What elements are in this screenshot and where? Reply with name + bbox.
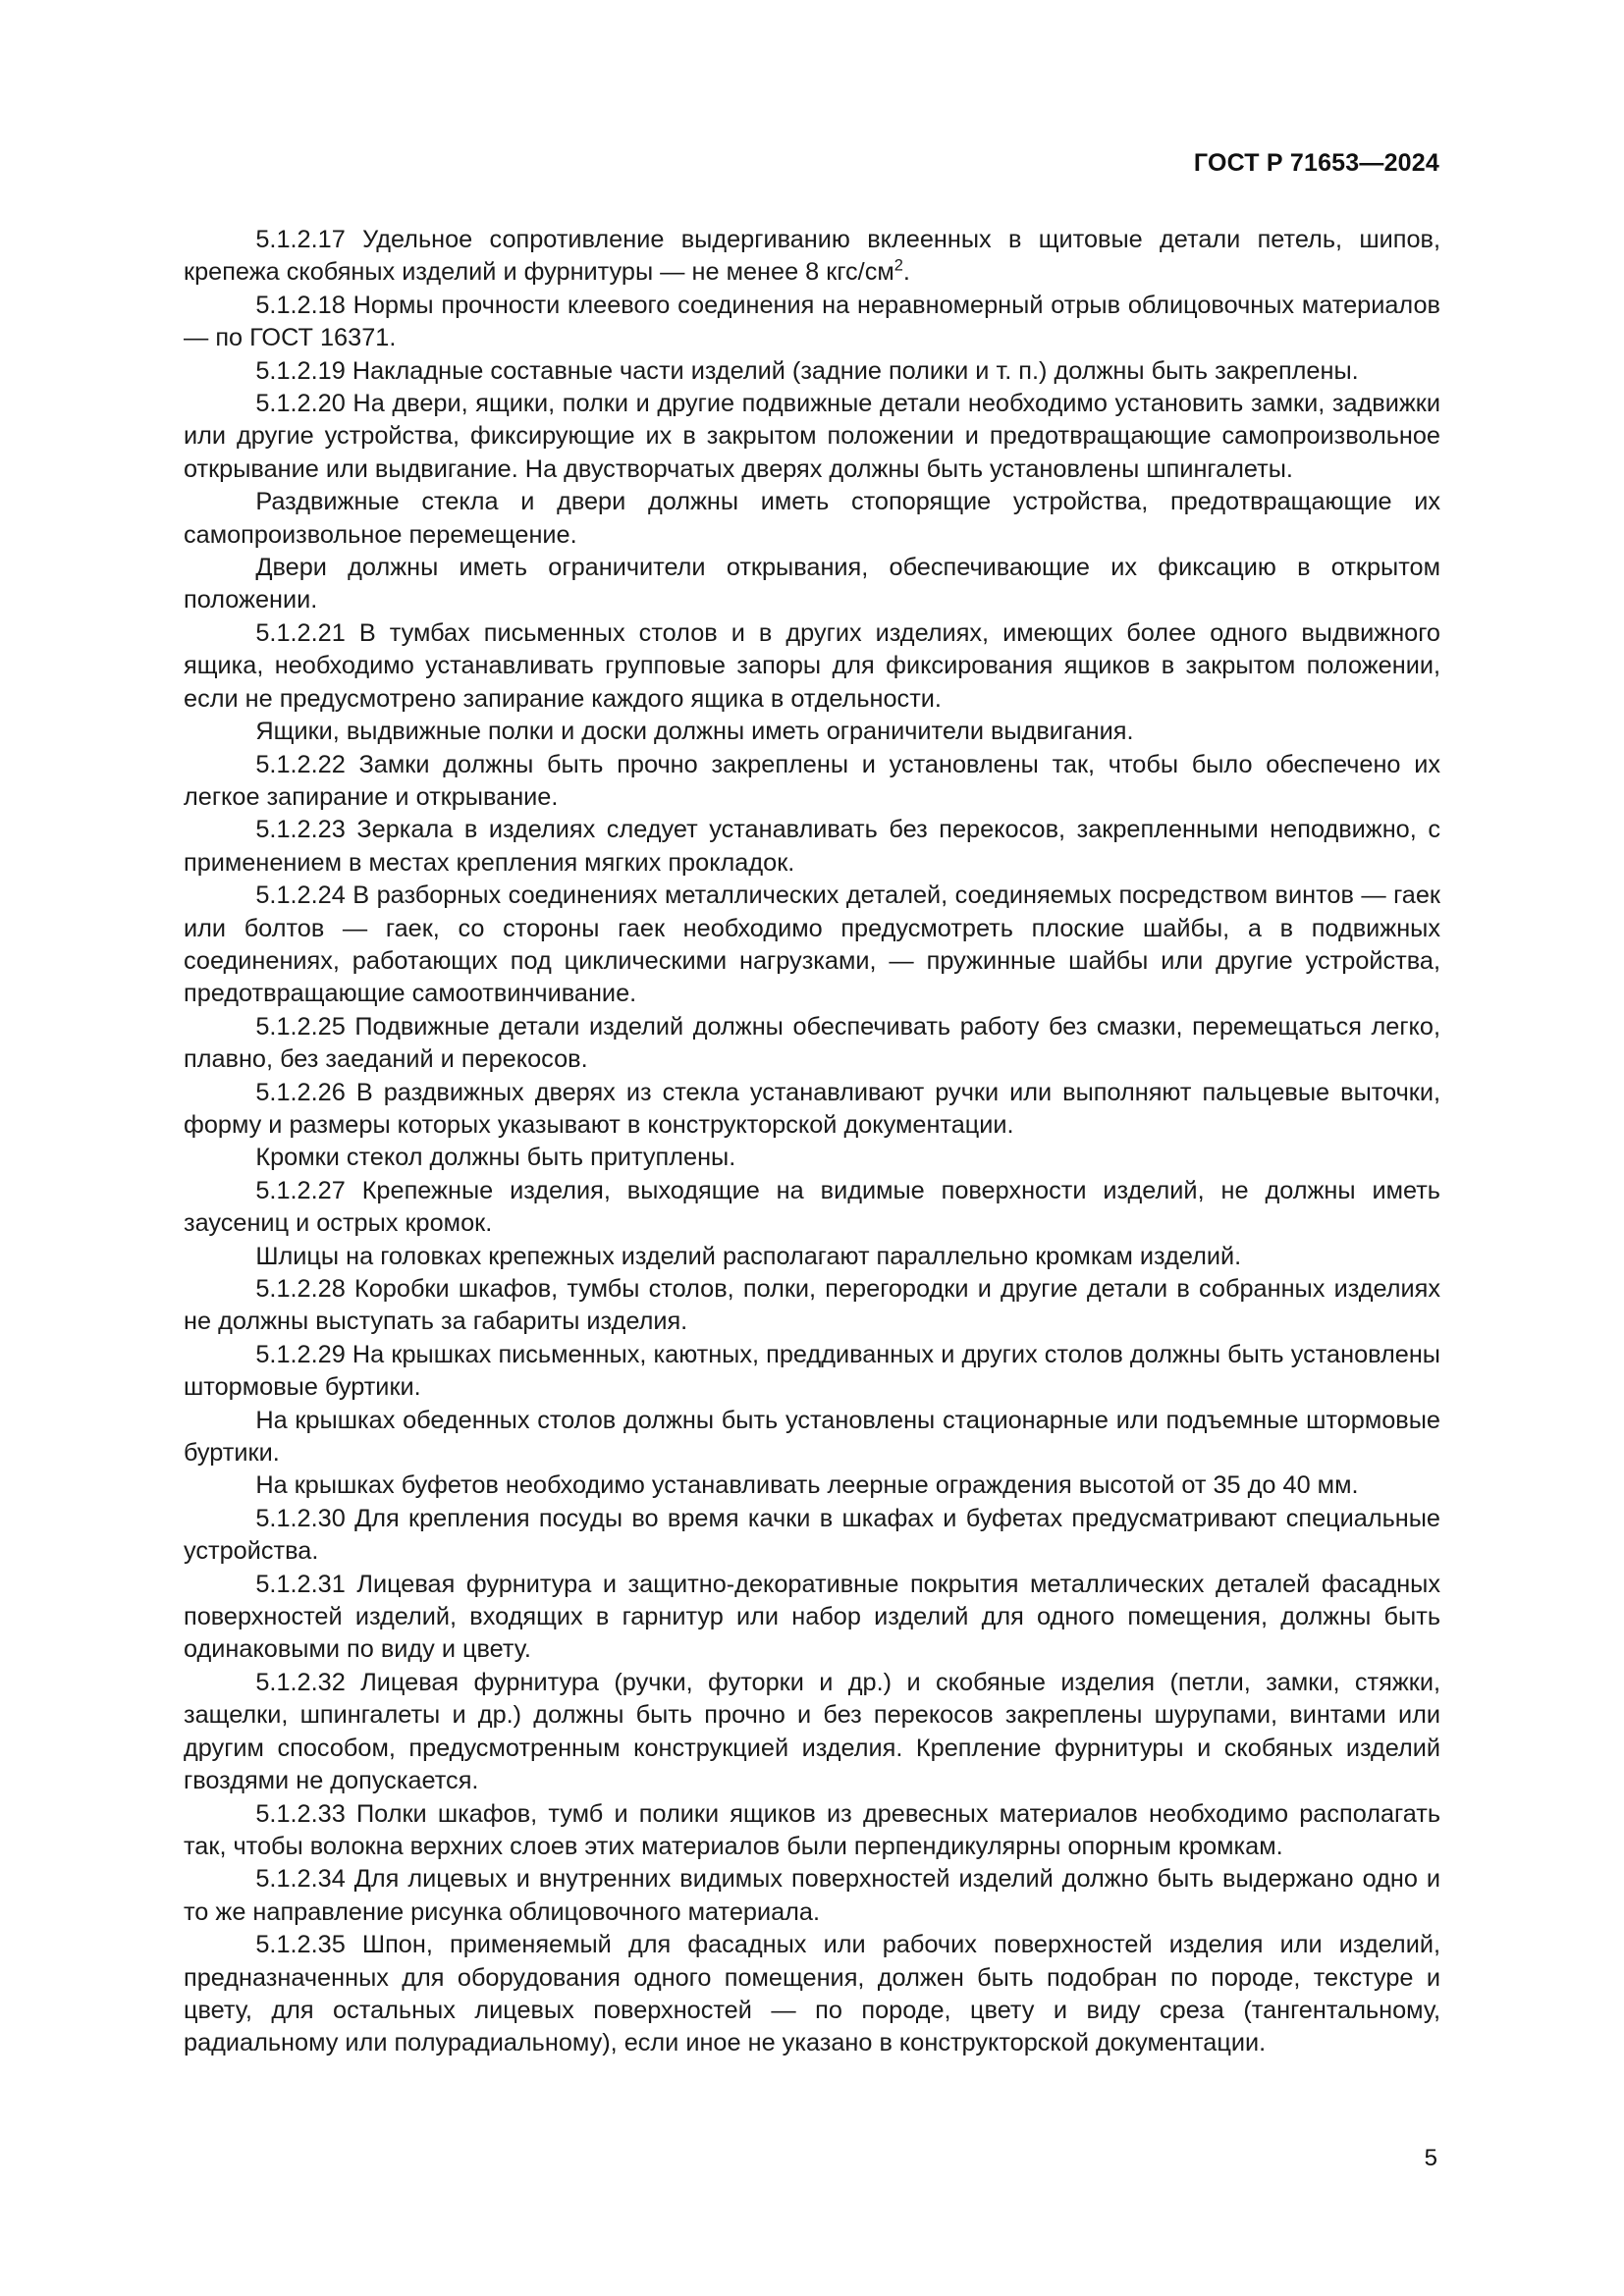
paragraph-5-1-2-24: 5.1.2.24 В разборных соединениях металлических деталей, соединяемых посредством винтов — гаек или болтов — гаек, со стороны гаек необходимо предусмотреть плоские шайбы, а в подвижных соединениях, работающих под циклическими нагрузками, — пружинные шайбы или другие устройства, предотвращающие самоотвинчивание.: [184, 881, 1440, 1008]
paragraph-text: 5.1.2.17 Удельное сопротивление выдергиванию вклеенных в щитовые детали петель, шипов, крепежа скобяных изделий и фурнитуры — не менее 8 кгс/см: [184, 226, 1440, 287]
paragraph-dining-tables: На крышках обеденных столов должны быть установлены стационарные или подъемные штормовые буртики.: [184, 1406, 1440, 1468]
paragraph-5-1-2-17: [184, 224, 1440, 290]
paragraph-5-1-2-26: 5.1.2.26 В раздвижных дверях из стекла устанавливают ручки или выполняют пальцевые выточки, форму и размеры которых указывают в конструкторской документации.: [184, 1078, 1440, 1139]
paragraph-5-1-2-18: 5.1.2.18 Нормы прочности клеевого соединения на неравномерный отрыв облицовочных материалов — по ГОСТ 16371.: [184, 291, 1440, 352]
paragraph-5-1-2-22: 5.1.2.22 Замки должны быть прочно закреплены и установлены так, чтобы было обеспечено их легкое запирание и открывание.: [184, 750, 1440, 811]
paragraph-5-1-2-19: 5.1.2.19 Накладные составные части изделий (задние полики и т. п.) должны быть закреплены.: [255, 356, 1359, 385]
paragraph-5-1-2-28: 5.1.2.28 Коробки шкафов, тумбы столов, полки, перегородки и другие детали в собранных изделиях не должны выступать за габариты изделия.: [184, 1275, 1440, 1336]
paragraph-buffets: На крышках буфетов необходимо устанавливать леерные ограждения высотой от 35 до 40 мм.: [255, 1471, 1359, 1500]
paragraph-5-1-2-20: 5.1.2.20 На двери, ящики, полки и другие подвижные детали необходимо установить замки, задвижки или другие устройства, фиксирующие их в закрытом положении и предотвращающие самопроизвольное открывание или выдвигание. На двустворчатых дверях должны быть установлены шпингалеты.: [184, 390, 1440, 483]
paragraph-5-1-2-25: 5.1.2.25 Подвижные детали изделий должны обеспечивать работу без смазки, перемещаться легко, плавно, без заеданий и перекосов.: [184, 1012, 1440, 1074]
document-header-id: ГОСТ Р 71653—2024: [1193, 149, 1439, 177]
paragraph-5-1-2-21: 5.1.2.21 В тумбах письменных столов и в других изделиях, имеющих более одного выдвижного ящика, необходимо устанавливать групповые запоры для фиксирования ящиков в закрытом положении, если не предусмотрено запирание каждого ящика в отдельности.: [184, 618, 1440, 713]
paragraph-door-limiters: Двери должны иметь ограничители открывания, обеспечивающие их фиксацию в открытом положении.: [184, 554, 1440, 614]
paragraph-slots: Шлицы на головках крепежных изделий располагают параллельно кромкам изделий.: [255, 1242, 1242, 1270]
paragraph-5-1-2-30: 5.1.2.30 Для крепления посуды во время качки в шкафах и буфетах предусматривают специальные устройства.: [184, 1504, 1440, 1566]
paragraph-5-1-2-31: 5.1.2.31 Лицевая фурнитура и защитно-декоративные покрытия металлических деталей фасадных поверхностей изделий, входящих в гарнитур или набор изделий для одного помещения, должны быть одинаковыми по виду и цвету.: [184, 1570, 1440, 1664]
paragraph-5-1-2-32: 5.1.2.32 Лицевая фурнитура (ручки, футорки и др.) и скобяные изделия (петли, замки, стяжки, защелки, шпингалеты и др.) должны быть прочно и без перекосов закреплены шурупами, винтами или другим способом, предусмотренным конструкцией изделия. Крепление фурнитуры и скобяных изделий гвоздями не допускается.: [184, 1668, 1440, 1795]
paragraph-5-1-2-35: 5.1.2.35 Шпон, применяемый для фасадных или рабочих поверхностей изделия или изделий, предназначенных для оборудования одного помещения, должен быть подобран по породе, текстуре и цвету, для остальных лицевых поверхностей — по породе, цвету и виду среза (тангентальному, радиальному или полурадиальному), если иное не указано в конструкторской документации.: [184, 1931, 1440, 2057]
paragraph-tail: .: [902, 258, 910, 287]
page-number: 5: [1424, 2145, 1437, 2171]
paragraph-drawer-limiters: Ящики, выдвижные полки и доски должны иметь ограничители выдвигания.: [255, 718, 1134, 746]
paragraph-5-1-2-23: 5.1.2.23 Зеркала в изделиях следует устанавливать без перекосов, закрепленными неподвижно, с применением в местах крепления мягких прокладок.: [184, 816, 1440, 877]
paragraph-sliding-glass: Раздвижные стекла и двери должны иметь стопорящие устройства, предотвращающие их самопроизвольное перемещение.: [184, 488, 1440, 549]
paragraph-5-1-2-33: 5.1.2.33 Полки шкафов, тумб и полики ящиков из древесных материалов необходимо располагать так, чтобы волокна верхних слоев этих материалов были перпендикулярны опорным кромкам.: [184, 1799, 1440, 1860]
document-body: [184, 224, 1440, 2060]
paragraph-glass-edges: Кромки стекол должны быть притуплены.: [255, 1144, 736, 1172]
paragraph-5-1-2-27: 5.1.2.27 Крепежные изделия, выходящие на видимые поверхности изделий, не должны иметь заусениц и острых кромок.: [184, 1176, 1440, 1238]
paragraph-5-1-2-29: 5.1.2.29 На крышках письменных, каютных, преддиванных и других столов должны быть установлены штормовые буртики.: [184, 1340, 1440, 1402]
superscript: 2: [893, 256, 903, 275]
paragraph-5-1-2-34: 5.1.2.34 Для лицевых и внутренних видимых поверхностей изделий должно быть выдержано одно и то же направление рисунка облицовочного материала.: [184, 1865, 1440, 1926]
